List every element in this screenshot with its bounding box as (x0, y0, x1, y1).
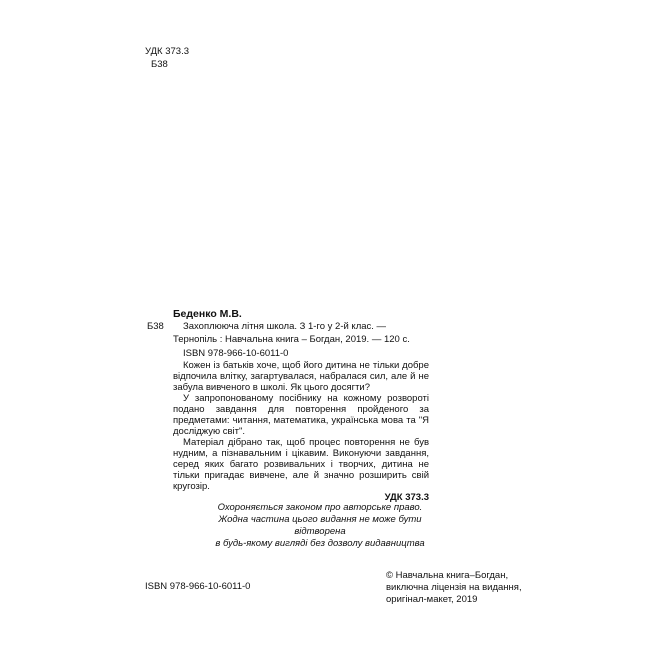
publisher-rights (386, 570, 522, 606)
catalog-code-top: Б38 (151, 59, 168, 70)
title-line-1: Захоплююча літня школа. З 1-го у 2-й клас. — (183, 321, 387, 332)
isbn-card: ISBN 978-966-10-6011-0 (183, 348, 289, 359)
annotation (173, 360, 429, 503)
rights-line: виключна ліцензія на видання, (386, 582, 522, 593)
annotation-paragraph: Кожен із батьків хоче, щоб його дитина не тільки добре відпочила влітку, загартувалася, набралася сил, але й не забула вивченого в школі. Як цього досягти? (173, 360, 429, 393)
copyright-notice (200, 502, 440, 550)
udk-code-top: УДК 373.3 (145, 46, 189, 57)
udk-code-bottom: УДК 373.3 (384, 492, 429, 503)
rights-line: © Навчальна книга–Богдан, (386, 570, 509, 581)
annotation-paragraph: Матеріал дібрано так, щоб процес повторення не був нудним, а пізнавальним і цікавим. Виконуючи завдання, серед яких багато розвивальних і творчих, дитина не тільки пригадає вивчене, але й значно розширить свій кругозір. (173, 437, 429, 492)
author-name: Беденко М.В. (173, 308, 242, 320)
copyright-line: Охороняється законом про авторське право. (217, 502, 423, 513)
annotation-paragraph: У запропонованому посібнику на кожному розвороті подано завдання для повторення пройденого за предметами: читання, математика, українська мова та "Я досліджую світ". (173, 393, 429, 437)
copyright-line: Жодна частина цього видання не може бути відтворена (218, 514, 422, 537)
isbn-footer: ISBN 978-966-10-6011-0 (145, 581, 251, 592)
title-line-2: Тернопіль : Навчальна книга – Богдан, 2019. — 120 с. (173, 334, 410, 345)
rights-line: оригінал-макет, 2019 (386, 594, 478, 605)
copyright-line: в будь-якому вигляді без дозволу видавництва (215, 538, 425, 549)
catalog-code: Б38 (147, 321, 164, 332)
